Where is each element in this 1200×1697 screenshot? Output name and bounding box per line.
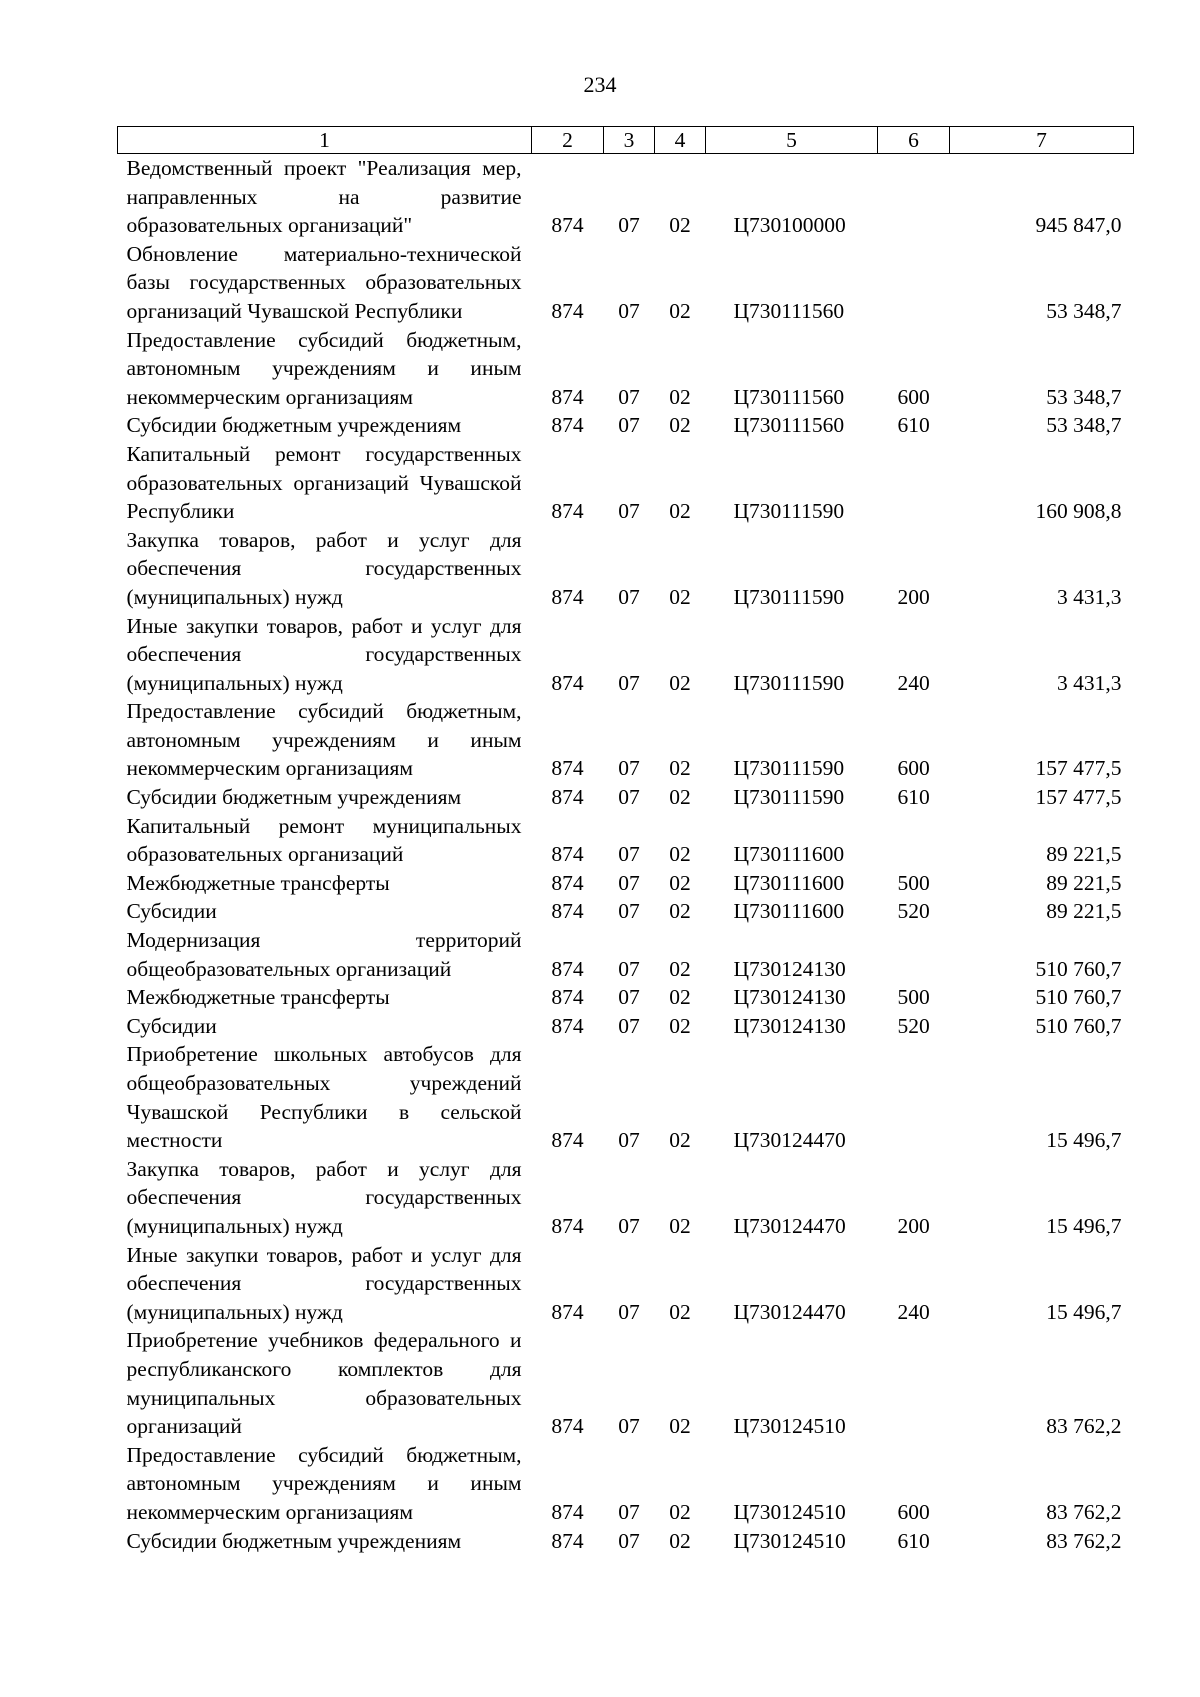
ministry-code-cell: 874 (551, 842, 584, 867)
ministry-code-cell: 874 (551, 298, 584, 323)
subsection-code-cell: 02 (669, 1128, 691, 1153)
target-article-cell: Ц730111600 (733, 870, 845, 895)
row-name-cell: Субсидии бюджетным учреждениям (126, 785, 462, 810)
amount-cell: 3 431,3 (1057, 670, 1122, 695)
row-name-cell: Субсидии бюджетным учреждениям (126, 413, 462, 438)
table-header-row (118, 127, 1134, 154)
table-row (118, 154, 1134, 240)
ministry-code-cell: 874 (551, 956, 584, 981)
ministry-code-cell: 874 (551, 756, 584, 781)
target-article-cell: Ц730124510 (733, 1499, 846, 1524)
expense-type-cell (878, 812, 950, 869)
target-article-cell: Ц730124130 (733, 985, 846, 1010)
ministry-code-cell: 874 (551, 413, 584, 438)
expense-type-cell (878, 440, 950, 526)
ministry-code-cell: 874 (551, 499, 584, 524)
target-article-cell: Ц730111590 (733, 499, 845, 524)
section-code-cell: 07 (618, 842, 640, 867)
section-code-cell: 07 (618, 899, 640, 924)
subsection-code-cell: 02 (669, 842, 691, 867)
row-name-cell: Иные закупки товаров, работ и услуг для обеспечения государственных (муниципальных) нужд (126, 613, 522, 695)
target-article-cell: Ц730124470 (733, 1128, 846, 1153)
subsection-code-cell: 02 (669, 384, 691, 409)
amount-cell: 53 348,7 (1046, 413, 1122, 438)
section-code-cell: 07 (618, 298, 640, 323)
row-name-cell: Субсидии (126, 899, 217, 924)
section-code-cell: 07 (618, 870, 640, 895)
table-row (118, 783, 1134, 812)
amount-cell: 53 348,7 (1046, 298, 1122, 323)
target-article-cell: Ц730111590 (733, 756, 845, 781)
table-row (118, 612, 1134, 698)
table-row (118, 983, 1134, 1012)
column-header-2: 2 (532, 127, 604, 154)
ministry-code-cell: 874 (551, 1128, 584, 1153)
amount-cell: 160 908,8 (1035, 499, 1122, 524)
table-row (118, 240, 1134, 326)
subsection-code-cell: 02 (669, 584, 691, 609)
section-code-cell: 07 (618, 584, 640, 609)
row-name-cell: Ведомственный проект "Реализация мер, направленных на развитие образовательных организаций" (126, 156, 522, 238)
amount-cell: 15 496,7 (1046, 1128, 1122, 1153)
expense-type-cell (878, 154, 950, 240)
table-row (118, 926, 1134, 983)
expense-type-cell: 610 (897, 413, 930, 438)
amount-cell: 89 221,5 (1046, 842, 1122, 867)
ministry-code-cell: 874 (551, 870, 584, 895)
budget-table (117, 126, 1134, 1555)
table-row (118, 526, 1134, 612)
table-row (118, 411, 1134, 440)
section-code-cell: 07 (618, 1414, 640, 1439)
ministry-code-cell: 874 (551, 384, 584, 409)
expense-type-cell (878, 240, 950, 326)
target-article-cell: Ц730111560 (733, 413, 845, 438)
subsection-code-cell: 02 (669, 756, 691, 781)
table-row (118, 869, 1134, 898)
page-number: 234 (583, 72, 617, 97)
ministry-code-cell: 874 (551, 785, 584, 810)
expense-type-cell: 240 (897, 670, 930, 695)
row-name-cell: Предоставление субсидий бюджетным, автономным учреждениям и иным некоммерческим организациям (126, 699, 522, 781)
section-code-cell: 07 (618, 956, 640, 981)
ministry-code-cell: 874 (551, 1528, 584, 1553)
subsection-code-cell: 02 (669, 213, 691, 238)
target-article-cell: Ц730124130 (733, 956, 846, 981)
amount-cell: 83 762,2 (1046, 1499, 1122, 1524)
expense-type-cell: 600 (897, 756, 930, 781)
row-name-cell: Приобретение учебников федерального и республиканского комплектов для муниципальных образовательных организаций (126, 1328, 522, 1439)
subsection-code-cell: 02 (669, 413, 691, 438)
expense-type-cell: 600 (897, 384, 930, 409)
ministry-code-cell: 874 (551, 1414, 584, 1439)
amount-cell: 945 847,0 (1035, 213, 1122, 238)
ministry-code-cell: 874 (551, 670, 584, 695)
table-row (118, 440, 1134, 526)
table-row (118, 1012, 1134, 1041)
ministry-code-cell: 874 (551, 1213, 584, 1238)
expense-type-cell: 610 (897, 1528, 930, 1553)
subsection-code-cell: 02 (669, 1013, 691, 1038)
section-code-cell: 07 (618, 213, 640, 238)
amount-cell: 83 762,2 (1046, 1528, 1122, 1553)
row-name-cell: Закупка товаров, работ и услуг для обеспечения государственных (муниципальных) нужд (126, 1156, 522, 1238)
row-name-cell: Межбюджетные трансферты (126, 870, 390, 895)
section-code-cell: 07 (618, 1528, 640, 1553)
subsection-code-cell: 02 (669, 1213, 691, 1238)
table-row (118, 1040, 1134, 1154)
section-code-cell: 07 (618, 1013, 640, 1038)
column-header-3: 3 (604, 127, 655, 154)
section-code-cell: 07 (618, 1299, 640, 1324)
ministry-code-cell: 874 (551, 985, 584, 1010)
table-row (118, 697, 1134, 783)
target-article-cell: Ц730100000 (733, 213, 846, 238)
subsection-code-cell: 02 (669, 985, 691, 1010)
column-header-4: 4 (655, 127, 706, 154)
target-article-cell: Ц730111590 (733, 670, 845, 695)
amount-cell: 15 496,7 (1046, 1213, 1122, 1238)
table-row (118, 1441, 1134, 1527)
section-code-cell: 07 (618, 756, 640, 781)
amount-cell: 157 477,5 (1035, 785, 1122, 810)
table-body (118, 154, 1134, 1556)
expense-type-cell: 520 (897, 1013, 930, 1038)
amount-cell: 15 496,7 (1046, 1299, 1122, 1324)
row-name-cell: Капитальный ремонт государственных образовательных организаций Чувашской Республики (126, 441, 522, 524)
column-header-6: 6 (878, 127, 950, 154)
row-name-cell: Капитальный ремонт муниципальных образовательных организаций (126, 813, 522, 867)
subsection-code-cell: 02 (669, 956, 691, 981)
amount-cell: 83 762,2 (1046, 1414, 1122, 1439)
table-row (118, 1527, 1134, 1556)
table-row (118, 326, 1134, 412)
amount-cell: 510 760,7 (1035, 956, 1122, 981)
amount-cell: 3 431,3 (1057, 584, 1122, 609)
target-article-cell: Ц730124510 (733, 1528, 846, 1553)
ministry-code-cell: 874 (551, 584, 584, 609)
target-article-cell: Ц730124130 (733, 1013, 846, 1038)
row-name-cell: Межбюджетные трансферты (126, 985, 390, 1010)
table-row (118, 812, 1134, 869)
section-code-cell: 07 (618, 413, 640, 438)
target-article-cell: Ц730124470 (733, 1213, 846, 1238)
expense-type-cell: 200 (897, 584, 930, 609)
ministry-code-cell: 874 (551, 1499, 584, 1524)
column-header-7: 7 (950, 127, 1134, 154)
target-article-cell: Ц730111590 (733, 584, 845, 609)
expense-type-cell: 520 (897, 899, 930, 924)
row-name-cell: Приобретение школьных автобусов для общеобразовательных учреждений Чувашской Республики в сельской местности (126, 1042, 522, 1153)
expense-type-cell: 600 (897, 1499, 930, 1524)
amount-cell: 157 477,5 (1035, 756, 1122, 781)
expense-type-cell: 500 (897, 870, 930, 895)
row-name-cell: Модернизация территорий общеобразовательных организаций (126, 928, 522, 981)
row-name-cell: Иные закупки товаров, работ и услуг для обеспечения государственных (муниципальных) нужд (126, 1242, 522, 1324)
expense-type-cell (878, 1326, 950, 1440)
ministry-code-cell: 874 (551, 899, 584, 924)
subsection-code-cell: 02 (669, 298, 691, 323)
row-name-cell: Субсидии (126, 1013, 217, 1038)
row-name-cell: Субсидии бюджетным учреждениям (126, 1528, 462, 1553)
section-code-cell: 07 (618, 785, 640, 810)
target-article-cell: Ц730124510 (733, 1414, 846, 1439)
subsection-code-cell: 02 (669, 1528, 691, 1553)
row-name-cell: Предоставление субсидий бюджетным, автономным учреждениям и иным некоммерческим организациям (126, 327, 522, 409)
expense-type-cell: 610 (897, 785, 930, 810)
amount-cell: 89 221,5 (1046, 870, 1122, 895)
section-code-cell: 07 (618, 670, 640, 695)
subsection-code-cell: 02 (669, 670, 691, 695)
table-row (118, 1326, 1134, 1440)
expense-type-cell (878, 1040, 950, 1154)
target-article-cell: Ц730111600 (733, 899, 845, 924)
expense-type-cell (878, 926, 950, 983)
table-row (118, 1155, 1134, 1241)
amount-cell: 510 760,7 (1035, 985, 1122, 1010)
ministry-code-cell: 874 (551, 1299, 584, 1324)
expense-type-cell: 240 (897, 1299, 930, 1324)
section-code-cell: 07 (618, 985, 640, 1010)
section-code-cell: 07 (618, 1499, 640, 1524)
target-article-cell: Ц730124470 (733, 1299, 846, 1324)
expense-type-cell: 200 (897, 1213, 930, 1238)
amount-cell: 89 221,5 (1046, 899, 1122, 924)
ministry-code-cell: 874 (551, 1013, 584, 1038)
subsection-code-cell: 02 (669, 1414, 691, 1439)
row-name-cell: Обновление материально-технической базы государственных образовательных организаций Чувашской Республики (126, 241, 522, 323)
subsection-code-cell: 02 (669, 1499, 691, 1524)
expense-type-cell: 500 (897, 985, 930, 1010)
target-article-cell: Ц730111600 (733, 842, 845, 867)
section-code-cell: 07 (618, 384, 640, 409)
subsection-code-cell: 02 (669, 499, 691, 524)
table-row (118, 1241, 1134, 1327)
amount-cell: 510 760,7 (1035, 1013, 1122, 1038)
target-article-cell: Ц730111590 (733, 785, 845, 810)
subsection-code-cell: 02 (669, 1299, 691, 1324)
column-header-1: 1 (118, 127, 532, 154)
section-code-cell: 07 (618, 499, 640, 524)
table-row (118, 897, 1134, 926)
row-name-cell: Закупка товаров, работ и услуг для обеспечения государственных (муниципальных) нужд (126, 527, 522, 609)
target-article-cell: Ц730111560 (733, 384, 845, 409)
ministry-code-cell: 874 (551, 213, 584, 238)
section-code-cell: 07 (618, 1128, 640, 1153)
row-name-cell: Предоставление субсидий бюджетным, автономным учреждениям и иным некоммерческим организациям (126, 1442, 522, 1524)
amount-cell: 53 348,7 (1046, 384, 1122, 409)
column-header-5: 5 (706, 127, 878, 154)
section-code-cell: 07 (618, 1213, 640, 1238)
subsection-code-cell: 02 (669, 870, 691, 895)
subsection-code-cell: 02 (669, 785, 691, 810)
subsection-code-cell: 02 (669, 899, 691, 924)
target-article-cell: Ц730111560 (733, 298, 845, 323)
